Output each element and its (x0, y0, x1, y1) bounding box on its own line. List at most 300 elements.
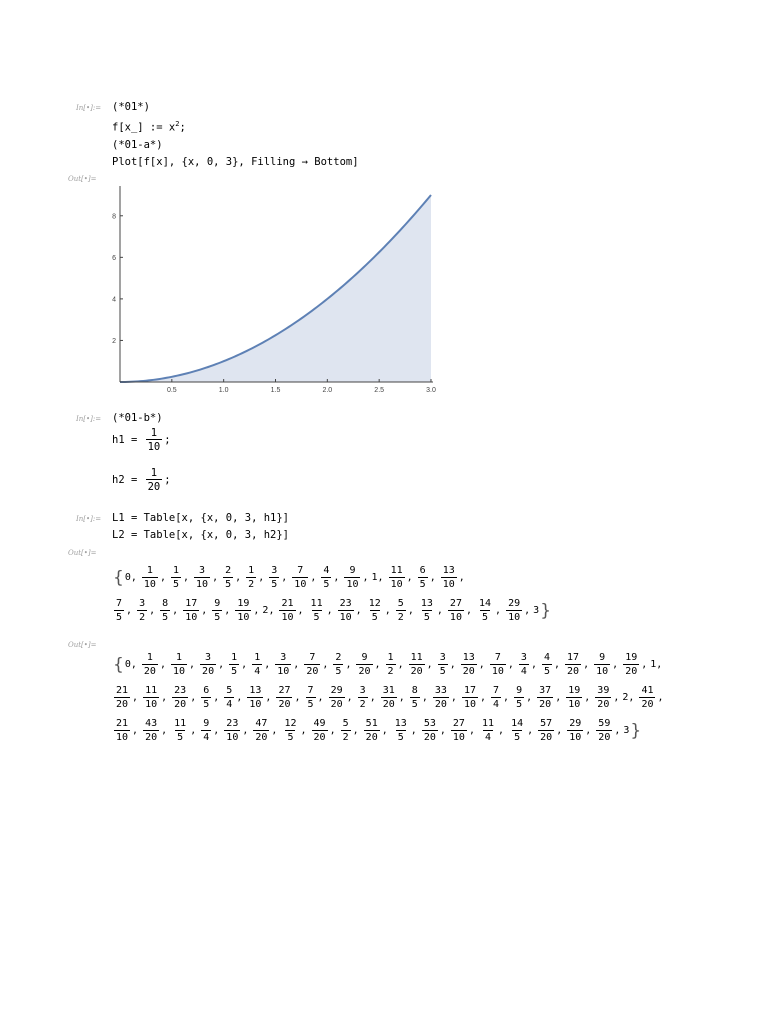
numerator: 7 (309, 651, 316, 663)
denominator: 10 (491, 665, 504, 677)
fraction (253, 718, 269, 744)
denominator: 5 (397, 731, 404, 743)
list-item (112, 685, 141, 711)
code-cell-1[interactable] (112, 99, 359, 171)
h2-denominator: 20 (147, 481, 161, 493)
numerator: 7 (493, 684, 500, 696)
out-label-l1: Out[•]= (68, 549, 97, 557)
list-item (170, 718, 199, 744)
list-item (221, 565, 244, 591)
list-item (336, 598, 365, 624)
comma: , (212, 572, 219, 583)
list-item (362, 718, 391, 744)
fraction (279, 598, 295, 624)
numerator: 33 (434, 684, 447, 696)
denominator: 2 (359, 698, 366, 710)
numerator: 23 (226, 717, 239, 729)
list-item (379, 685, 408, 711)
list-item (140, 652, 169, 678)
numerator: 21 (281, 597, 294, 609)
list-item (198, 652, 227, 678)
list-item (623, 725, 629, 736)
list-item (210, 598, 233, 624)
numerator: 1 (387, 651, 394, 663)
comma: , (355, 605, 362, 616)
numerator: 11 (174, 717, 187, 729)
numerator: 13 (394, 717, 407, 729)
denominator: 20 (174, 698, 187, 710)
comma: , (657, 692, 664, 703)
fraction (422, 718, 438, 744)
output-l1-list[interactable] (112, 561, 552, 627)
denominator: 10 (508, 611, 521, 623)
fraction (312, 718, 328, 744)
numerator: 1 (146, 651, 153, 663)
list-item (387, 565, 416, 591)
output-row (112, 561, 552, 594)
denominator: 10 (569, 731, 582, 743)
list-item (372, 572, 387, 583)
list-item (290, 565, 319, 591)
list-item (563, 652, 592, 678)
x-tick-label: 2.5 (374, 387, 385, 394)
fraction (565, 652, 581, 678)
comma: , (264, 659, 271, 670)
numerator: 57 (540, 717, 553, 729)
fraction (393, 718, 409, 744)
denominator: 20 (539, 698, 552, 710)
comma: , (253, 605, 260, 616)
code-line-comment-01b[interactable]: (*01-b*) (112, 412, 163, 424)
list-item (394, 598, 417, 624)
comma: , (159, 659, 166, 670)
numerator: 7 (116, 597, 123, 609)
code-cell-3[interactable] (112, 510, 289, 544)
comma: , (584, 692, 591, 703)
fraction (419, 598, 435, 624)
fraction (461, 652, 477, 678)
denominator: 10 (452, 731, 465, 743)
list-item (319, 565, 342, 591)
comma: , (406, 572, 413, 583)
denominator: 2 (139, 611, 146, 623)
denominator: 5 (439, 665, 446, 677)
list-item (262, 605, 277, 616)
fraction (542, 652, 552, 678)
denominator: 2 (387, 665, 394, 677)
numerator: 27 (452, 717, 465, 729)
fraction (537, 685, 553, 711)
numerator: 59 (598, 717, 611, 729)
numerator: 53 (423, 717, 436, 729)
numerator: 51 (365, 717, 378, 729)
denominator: 20 (434, 698, 447, 710)
denominator: 4 (226, 698, 233, 710)
fraction (506, 598, 522, 624)
numerator: 7 (297, 564, 304, 576)
comma: , (297, 605, 304, 616)
code-line-comment-01a: (*01-a*) (112, 138, 163, 151)
integer: 0 (124, 659, 131, 670)
comma: , (190, 692, 197, 703)
numerator: 31 (382, 684, 395, 696)
list-item (244, 565, 267, 591)
comma: , (258, 572, 265, 583)
comma: , (213, 725, 220, 736)
numerator: 1 (146, 564, 153, 576)
comma: , (407, 605, 414, 616)
comma: , (293, 659, 300, 670)
denominator: 20 (358, 665, 371, 677)
list-item (488, 652, 517, 678)
fraction (509, 718, 525, 744)
fraction (448, 598, 464, 624)
numerator: 39 (597, 684, 610, 696)
denominator: 2 (248, 578, 255, 590)
denominator: 4 (203, 731, 210, 743)
numerator: 19 (568, 684, 581, 696)
list-item (489, 685, 512, 711)
denominator: 20 (116, 698, 129, 710)
list-item (125, 572, 140, 583)
fraction (160, 598, 170, 624)
numerator: 1 (172, 564, 179, 576)
numerator: 17 (567, 651, 580, 663)
denominator: 4 (520, 665, 527, 677)
fraction (114, 685, 130, 711)
list-item (327, 685, 356, 711)
numerator: 9 (203, 717, 210, 729)
comma: , (556, 725, 563, 736)
output-l2-list[interactable] (112, 648, 667, 747)
list-item (141, 718, 170, 744)
denominator: 5 (516, 698, 523, 710)
numerator: 6 (203, 684, 210, 696)
fraction (396, 598, 406, 624)
fraction (477, 598, 493, 624)
list-item (536, 718, 565, 744)
denominator: 20 (597, 698, 610, 710)
h2-end: ; (164, 474, 171, 486)
h1-denominator: 10 (147, 441, 161, 453)
numerator: 13 (462, 651, 475, 663)
fraction (143, 718, 159, 744)
numerator: 19 (625, 651, 638, 663)
denominator: 10 (143, 578, 156, 590)
comma: , (242, 725, 249, 736)
list-item (199, 718, 222, 744)
comma: , (426, 659, 433, 670)
numerator: 1 (248, 564, 255, 576)
numerator: 3 (205, 651, 212, 663)
list-item (140, 565, 169, 591)
comma: , (527, 725, 534, 736)
numerator: 6 (419, 564, 426, 576)
numerator: 3 (439, 651, 446, 663)
denominator: 5 (172, 578, 179, 590)
fraction (596, 718, 612, 744)
numerator: 2 (225, 564, 232, 576)
in-label-3: In[•]:= (76, 515, 102, 523)
list-item (280, 718, 309, 744)
fraction (566, 685, 582, 711)
list-item (592, 652, 621, 678)
comma: , (345, 659, 352, 670)
comma: , (132, 692, 139, 703)
numerator: 1 (231, 651, 238, 663)
list-item (446, 598, 475, 624)
list-item (356, 685, 379, 711)
comma: , (612, 659, 619, 670)
comma: , (161, 725, 168, 736)
denominator: 20 (313, 731, 326, 743)
comma: , (322, 659, 329, 670)
denominator: 20 (278, 698, 291, 710)
numerator: 1 (175, 651, 182, 663)
list-item (622, 692, 637, 703)
list-item (512, 685, 535, 711)
denominator: 10 (172, 665, 186, 677)
denominator: 5 (271, 578, 278, 590)
comma: , (369, 692, 376, 703)
comma: , (585, 725, 592, 736)
fraction (480, 718, 496, 744)
comma: , (381, 725, 388, 736)
comma: , (555, 692, 562, 703)
comma: , (294, 692, 301, 703)
in-label-2: In[•]:= (76, 415, 102, 423)
list-item (365, 598, 394, 624)
x-tick-label: 1.0 (218, 387, 229, 394)
fraction (309, 598, 325, 624)
out-label-l2: Out[•]= (68, 641, 97, 649)
list-item (407, 652, 436, 678)
integer: 0 (124, 572, 131, 583)
comma: , (439, 725, 446, 736)
denominator: 5 (177, 731, 184, 743)
numerator: 8 (162, 597, 169, 609)
denominator: 5 (543, 665, 550, 677)
fraction (410, 685, 420, 711)
list-item (594, 718, 623, 744)
comma: , (507, 659, 514, 670)
denominator: 10 (596, 665, 609, 677)
denominator: 20 (365, 731, 378, 743)
numerator: 41 (641, 684, 654, 696)
list-item (436, 652, 459, 678)
numerator: 3 (280, 651, 287, 663)
comma: , (224, 605, 231, 616)
comma: , (310, 572, 317, 583)
denominator: 5 (287, 731, 294, 743)
fraction (114, 598, 124, 624)
fraction (341, 718, 351, 744)
code-line-define-f (112, 116, 359, 137)
fraction (201, 685, 211, 711)
list-item (112, 598, 135, 624)
fraction (389, 565, 405, 591)
list-item (227, 652, 250, 678)
comma: , (398, 692, 405, 703)
list-item (431, 685, 460, 711)
denominator: 5 (162, 611, 169, 623)
numerator: 7 (494, 651, 501, 663)
h1-fraction (146, 427, 163, 453)
denominator: 20 (641, 698, 654, 710)
fraction (491, 685, 501, 711)
list-item (650, 659, 665, 670)
fraction (338, 598, 354, 624)
list-item (245, 685, 274, 711)
denominator: 10 (390, 578, 403, 590)
plot-fill-area (120, 195, 431, 382)
list-item (307, 598, 336, 624)
numerator: 13 (442, 564, 455, 576)
denominator: 5 (482, 611, 489, 623)
list-item (564, 685, 593, 711)
fraction (137, 598, 147, 624)
comma: , (524, 605, 531, 616)
denominator: 20 (462, 665, 475, 677)
list-item (277, 598, 306, 624)
denominator: 10 (442, 578, 455, 590)
close-brace: } (630, 720, 642, 741)
list-item (417, 598, 446, 624)
denominator: 10 (346, 578, 359, 590)
denominator: 20 (625, 665, 638, 677)
list-item (593, 685, 622, 711)
numerator: 7 (307, 684, 314, 696)
numerator: 3 (271, 564, 278, 576)
list-item (222, 685, 245, 711)
denominator: 20 (598, 731, 611, 743)
fraction (418, 565, 428, 591)
numerator: 9 (599, 651, 606, 663)
exponent: 2 (175, 120, 180, 128)
denominator: 5 (225, 578, 232, 590)
plot-graphic[interactable] (96, 183, 446, 401)
h2-lhs: h2 = (112, 474, 144, 486)
list-item (621, 652, 650, 678)
comma: , (326, 605, 333, 616)
list-item (192, 565, 221, 591)
denominator: 5 (214, 611, 221, 623)
numerator: 8 (411, 684, 418, 696)
list-item (310, 718, 339, 744)
numerator: 9 (349, 564, 356, 576)
x-tick-label: 1.5 (270, 387, 281, 394)
define-f-text: f[x_] := x (112, 121, 176, 134)
h2-assignment[interactable] (112, 467, 171, 493)
denominator: 20 (410, 665, 423, 677)
comma: , (236, 692, 243, 703)
list-item (233, 598, 262, 624)
comma: , (436, 605, 443, 616)
comma: , (641, 659, 648, 670)
fraction (224, 718, 240, 744)
denominator: 20 (423, 731, 436, 743)
list-item (339, 718, 362, 744)
list-item (420, 718, 449, 744)
code-line-l1: L1 = Table[x, {x, 0, 3, h1}] (112, 512, 290, 524)
numerator: 11 (481, 717, 495, 729)
list-item (169, 652, 198, 678)
list-item (273, 652, 302, 678)
y-tick-label: 2 (112, 337, 116, 345)
fraction (212, 598, 222, 624)
list-item (439, 565, 468, 591)
denominator: 20 (567, 665, 580, 677)
denominator: 5 (323, 578, 330, 590)
list-item (302, 652, 331, 678)
comma: , (410, 725, 417, 736)
denominator: 10 (226, 731, 239, 743)
comma: , (397, 659, 404, 670)
numerator: 5 (397, 597, 404, 609)
list-item (475, 598, 504, 624)
define-f-end: ; (179, 121, 186, 134)
denominator: 20 (145, 731, 158, 743)
comma: , (329, 725, 336, 736)
comma: , (478, 659, 485, 670)
numerator: 37 (539, 684, 552, 696)
denominator: 4 (493, 698, 500, 710)
numerator: 11 (390, 564, 403, 576)
fraction (171, 565, 181, 591)
denominator: 10 (116, 731, 129, 743)
comma: , (268, 605, 275, 616)
denominator: 10 (185, 611, 198, 623)
fraction (623, 652, 639, 678)
list-item (535, 685, 564, 711)
fraction (247, 685, 263, 711)
comma: , (384, 605, 391, 616)
comma: , (132, 725, 139, 736)
denominator: 10 (281, 611, 294, 623)
denominator: 10 (463, 698, 476, 710)
fraction (433, 685, 449, 711)
numerator: 14 (511, 717, 524, 729)
comma: , (190, 725, 197, 736)
numerator: 2 (335, 651, 342, 663)
x-tick-label: 0.5 (166, 387, 177, 394)
denominator: 20 (255, 731, 268, 743)
numerator: 5 (342, 717, 349, 729)
list-item (416, 565, 439, 591)
fraction (276, 685, 292, 711)
numerator: 3 (199, 564, 206, 576)
comma: , (159, 572, 166, 583)
numerator: 19 (237, 597, 250, 609)
y-tick-label: 8 (112, 213, 116, 221)
numerator: 21 (116, 717, 129, 729)
comma: , (421, 692, 428, 703)
list-item (181, 598, 210, 624)
fraction (143, 685, 159, 711)
numerator: 27 (278, 684, 291, 696)
numerator: 9 (516, 684, 523, 696)
h1-assignment[interactable] (112, 427, 171, 453)
close-brace: } (540, 600, 552, 621)
denominator: 10 (449, 611, 462, 623)
fraction (229, 652, 239, 678)
y-tick-label: 6 (112, 254, 116, 262)
comma: , (495, 605, 502, 616)
fraction (386, 652, 396, 678)
fraction (246, 565, 256, 591)
denominator: 4 (254, 665, 261, 677)
comma: , (271, 725, 278, 736)
